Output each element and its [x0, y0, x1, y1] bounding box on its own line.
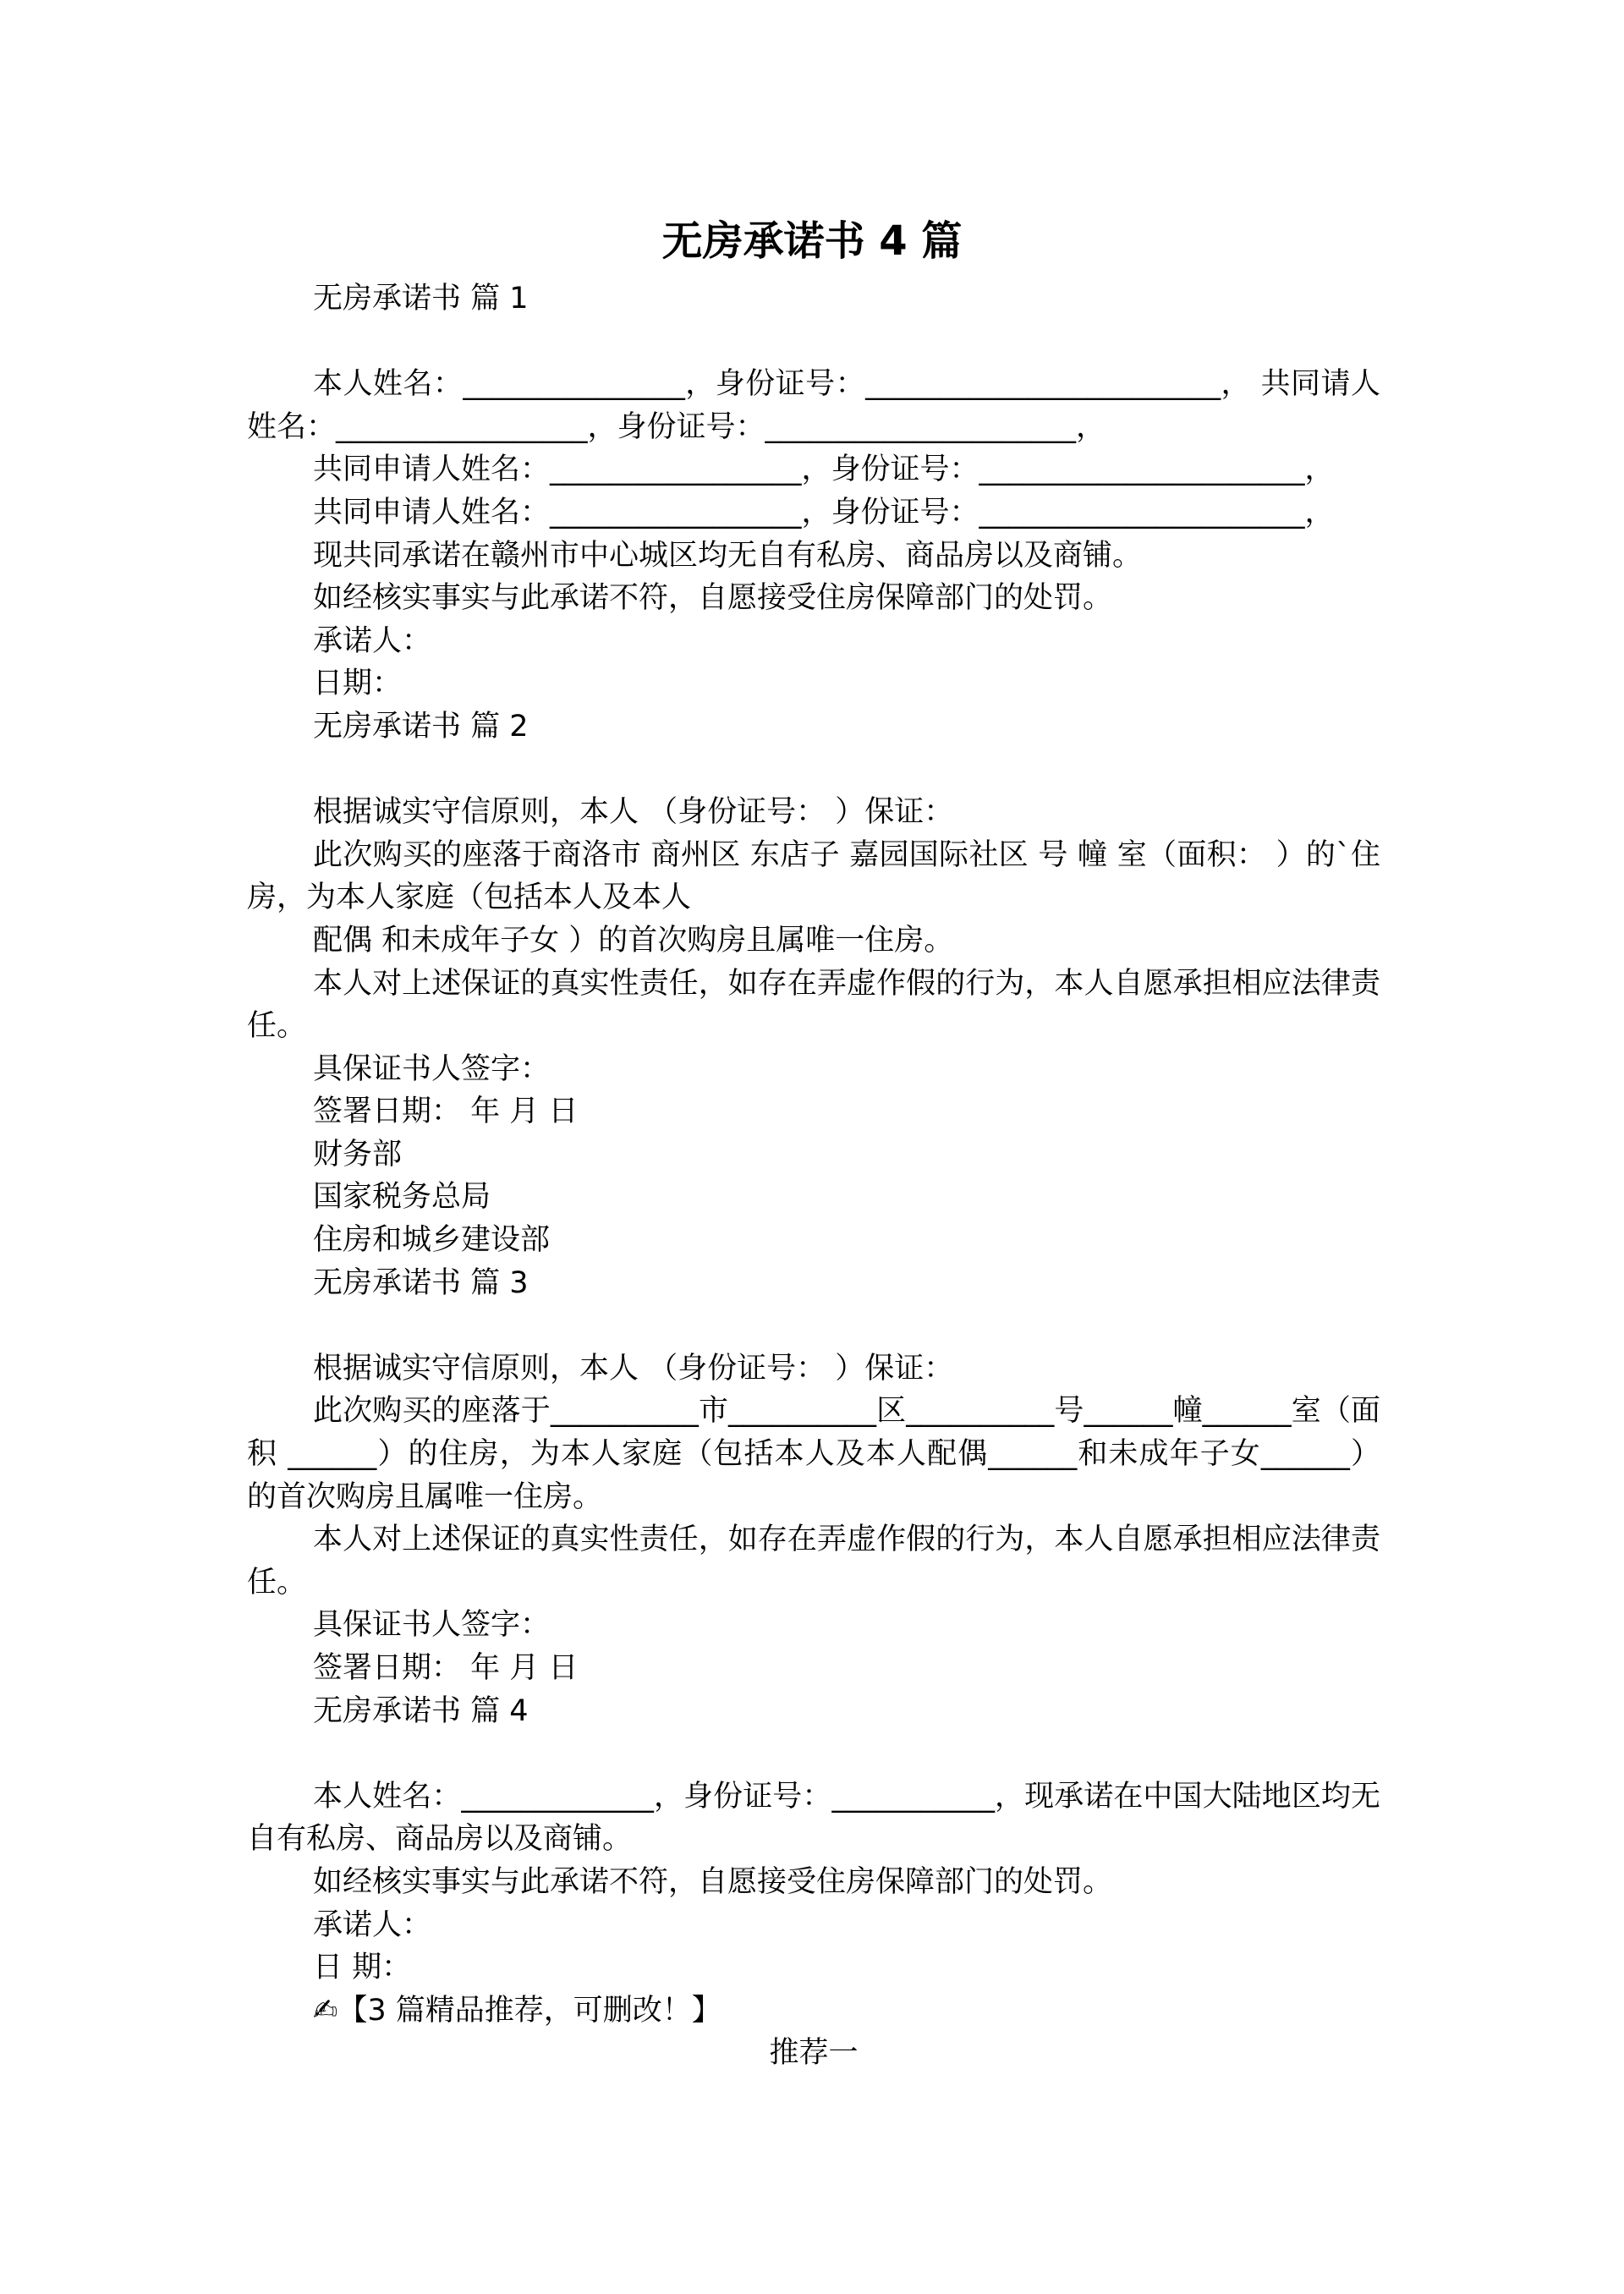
section-3-responsibility-line: 本人对上述保证的真实性责任，如存在弄虚作假的行为，本人自愿承担相应法律责任。	[247, 1523, 1380, 1600]
section-4-penalty-line: 如经核实事实与此承诺不符，自愿接受住房保障部门的处罚。	[313, 1864, 1113, 1899]
section-1-person-line: 本人姓名：_______________，身份证号：________________________， 共同请人姓名：_________________，身份证号：_____________________，	[247, 367, 1380, 444]
section-2-sign-date-line: 签署日期： 年 月 日	[313, 1095, 579, 1129]
section-3-heading: 无房承诺书 篇 3	[313, 1265, 529, 1300]
blank-line	[247, 749, 1380, 792]
section-1-heading: 无房承诺书 篇 1	[313, 282, 529, 316]
section-1-promise-line: 现共同承诺在赣州市中心城区均无自有私房、商品房以及商铺。	[313, 538, 1143, 573]
document-body	[247, 277, 1380, 2075]
section-2-principle-line: 根据诚实守信原则，本人 （身份证号： ）保证：	[313, 795, 954, 830]
section-2-responsibility-line: 本人对上述保证的真实性责任，如存在弄虚作假的行为，本人自愿承担相应法律责任。	[247, 966, 1380, 1044]
section-4-heading: 无房承诺书 篇 4	[313, 1693, 529, 1728]
section-1-signer-line: 承诺人：	[313, 623, 432, 658]
section-3-sign-date-line: 签署日期： 年 月 日	[313, 1651, 579, 1685]
section-1-co-applicant-line-1: 共同申请人姓名：_________________，身份证号：______________________，	[313, 453, 1335, 487]
section-1-date-line: 日期：	[313, 667, 403, 701]
section-4-person-line: 本人姓名：_____________，身份证号：___________，现承诺在中国大陆地区均无自有私房、商品房以及商铺。	[247, 1779, 1380, 1857]
section-2-purchase-line: 此次购买的座落于商洛市 商州区 东店子 嘉园国际社区 号 幢 室（面积： ）的`住房，为本人家庭（包括本人及本人	[247, 837, 1380, 915]
blank-line	[247, 1304, 1380, 1347]
section-2-signature-line: 具保证书人签字：	[313, 1051, 551, 1086]
blank-line	[247, 1732, 1380, 1775]
section-4-recommend-title: 推荐一	[769, 2036, 859, 2071]
section-2-spouse-line: 配偶 和未成年子女 ）的首次购房且属唯一住房。	[313, 923, 954, 958]
section-2-heading: 无房承诺书 篇 2	[313, 709, 529, 744]
section-4-date-line: 日 期：	[313, 1951, 412, 1985]
blank-line	[247, 321, 1380, 364]
section-2-dept-line-3: 住房和城乡建设部	[313, 1223, 551, 1258]
section-3-purchase-line: 此次购买的座落于__________市__________区__________号______幢______室（面积 ______）的住房，为本人家庭（包括本人及本人配偶______和未成年子女______）的首次购房且属唯一住房。	[247, 1394, 1380, 1514]
section-2-dept-line-2: 国家税务总局	[313, 1180, 491, 1215]
section-1-penalty-line: 如经核实事实与此承诺不符，自愿接受住房保障部门的处罚。	[313, 581, 1113, 616]
section-4-signer-line: 承诺人：	[313, 1907, 432, 1942]
section-4-recommend-note: ✍【3 篇精品推荐，可删改！】	[313, 1993, 721, 2028]
document-title: 无房承诺书 4 篇	[661, 217, 963, 265]
section-3-signature-line: 具保证书人签字：	[313, 1608, 551, 1643]
section-2-dept-line-1: 财务部	[313, 1137, 403, 1172]
section-3-principle-line: 根据诚实守信原则，本人 （身份证号： ）保证：	[313, 1351, 954, 1386]
section-1-co-applicant-line-2: 共同申请人姓名：_________________，身份证号：______________________，	[313, 495, 1335, 530]
